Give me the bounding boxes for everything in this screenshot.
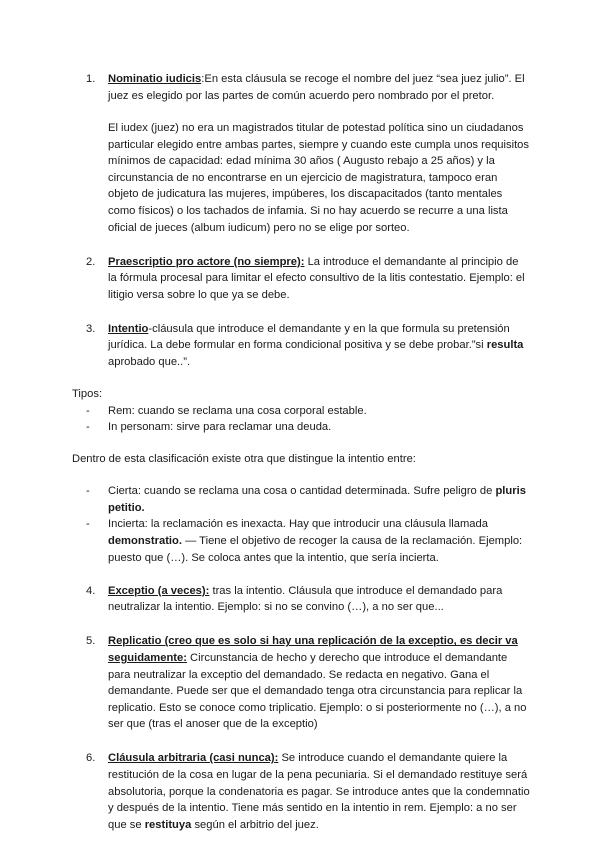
- list-item-line: [108, 600, 444, 614]
- list-number: 6.: [86, 752, 96, 765]
- text-run: demonstratio.: [108, 534, 182, 547]
- text-run: restitución de la cosa en lugar de la pena pecuniaria. Si el demandado restituye será: [108, 769, 528, 782]
- text-run: -cláusula que introduce el demandante y en la que formula su pretensión: [148, 322, 510, 335]
- list-item-line: [108, 355, 190, 369]
- list-number: 3.: [86, 322, 96, 335]
- text-run: Incierta: la reclamación es inexacta. Hay que introducir una cláusula llamada: [108, 518, 488, 531]
- bullet-text-line: [108, 551, 439, 565]
- list-item-line: [108, 651, 507, 665]
- dash-bullet: -: [86, 404, 90, 417]
- text-run: según el arbitrio del juez.: [191, 818, 319, 831]
- list-item-line: [108, 717, 318, 731]
- paragraph-line: circunstancia de no encontrarse en un ejercicio de magistratura, tampoco eran: [108, 171, 498, 184]
- paragraph-line: como físicos) o los tachados de infamia. Si no hay acuerdo se recurre a una lista: [108, 204, 508, 217]
- list-number: 1.: [86, 73, 96, 85]
- text-run: y después de la intentio. Tiene más sentido en la intentio in rem. Ejemplo: a no ser: [108, 802, 517, 815]
- list-item-line: [108, 768, 527, 782]
- text-run: petitio.: [108, 501, 145, 514]
- text-run: jurídica. La debe formular en forma condicional positiva y se debe probar.”si: [108, 339, 487, 352]
- list-item-line: [108, 684, 522, 698]
- text-run: neutralizar la intentio. Ejemplo: si no se convino (…), a no ser que...: [108, 601, 444, 614]
- bullet-text: Rem: cuando se reclama una cosa corporal estable.: [108, 404, 367, 417]
- text-run: absolutoria, porque la condenatoria es pagar. Se introduce antes que la condemnatio: [108, 785, 530, 798]
- text-run: La introduce el demandante al principio de: [304, 255, 519, 268]
- list-number: 2.: [86, 255, 96, 268]
- dash-bullet: -: [86, 421, 90, 434]
- list-item-line: [108, 255, 518, 269]
- text-run: replicatio. Esto se conoce como triplicatio. Ejemplo: o si posteriormente no (…), a no: [108, 701, 527, 714]
- list-item-line: [108, 801, 517, 815]
- list-number: 4.: [86, 584, 96, 597]
- text-run: para neutralizar la exceptio del demandado. Se redacta en negativo. Gana el: [108, 668, 490, 681]
- bullet-text-line: [108, 534, 522, 548]
- dash-bullet: -: [86, 518, 90, 531]
- text-run: Se introduce cuando el demandante quiere la: [278, 752, 508, 765]
- list-item-line: [108, 322, 510, 336]
- text-run: aprobado que..”.: [108, 356, 191, 369]
- list-item-line: [108, 89, 494, 103]
- text-run: seguidamente:: [108, 652, 187, 664]
- text-run: pluris: [495, 485, 526, 498]
- text-run: tras la intentio. Cláusula que introduce el demandado para: [209, 584, 503, 597]
- list-item-line: [108, 818, 319, 832]
- list-item-line: [108, 338, 523, 352]
- text-run: Intentio: [108, 322, 149, 335]
- list-item-line: [108, 668, 489, 682]
- text-run: — Tiene el objetivo de recoger la causa de la reclamación. Ejemplo:: [181, 534, 523, 547]
- text-run: litigio versa sobre lo que ya se debe.: [108, 288, 290, 301]
- bullet-text-line: [108, 517, 488, 531]
- list-item-line: [108, 634, 518, 648]
- dash-bullet: -: [86, 485, 90, 498]
- bullet-text: In personam: sirve para reclamar una deuda.: [108, 421, 332, 434]
- text-run: puesto que (…). Se coloca antes que la intentio, que sería incierta.: [108, 551, 439, 564]
- list-number: 5.: [86, 635, 96, 648]
- list-item-line: [108, 701, 526, 715]
- list-item-line: [108, 751, 507, 765]
- paragraph-line: particular elegido entre ambas partes, siempre y cuando este cumpla unos requisitos: [108, 138, 530, 151]
- paragraph-line: objeto de judicatura las mujeres, impúberes, los discapacitados (tanto mentales: [108, 188, 503, 201]
- list-item-line: [108, 584, 502, 598]
- bullet-text-line: [108, 484, 526, 498]
- text-run: demandante. Puede ser que el demandado tenga otra circunstancia para replicar la: [108, 685, 523, 698]
- text-run: Circunstancia de hecho y derecho que introduce el demandante: [186, 652, 508, 664]
- list-item-line: [108, 72, 525, 86]
- text-run: restituya: [144, 818, 192, 831]
- list-item-line: [108, 288, 290, 302]
- paragraph-line: oficial de jueces (album iudicum) pero no se elige por sorteo.: [108, 221, 410, 234]
- text-run: :En esta cláusula se recoge el nombre del juez “sea juez julio”. El: [201, 73, 525, 85]
- text-run: la fórmula procesal para limitar el efecto consultivo de la litis contestatio. Ejemplo: el: [108, 272, 525, 285]
- paragraph-line: Dentro de esta clasificación existe otra que distingue la intentio entre:: [72, 452, 416, 465]
- text-run: juez es elegido por las partes de común acuerdo pero nombrado por el pretor.: [108, 89, 495, 102]
- list-item-line: [108, 271, 525, 285]
- text-run: Nominatio iudicis: [108, 73, 202, 85]
- text-run: ser que (tras el anoser que de la exceptio): [108, 718, 318, 731]
- text-run: Replicatio (creo que es solo si hay una replicación de la exceptio, es decir va: [108, 635, 518, 648]
- paragraph-line: El iudex (juez) no era un magistrados titular de potestad política sino un ciudadanos: [108, 121, 524, 134]
- text-run: Cierta: cuando se reclama una cosa o cantidad determinada. Sufre peligro de: [108, 485, 496, 498]
- bullet-text-line: [108, 501, 145, 515]
- section-label: Tipos:: [72, 388, 103, 401]
- list-item-line: [108, 785, 530, 799]
- paragraph-line: mínimos de capacidad: edad mínima 30 años ( Augusto rebajo a 25 años) y la: [108, 155, 495, 168]
- text-run: resulta: [486, 339, 524, 352]
- text-run: Cláusula arbitraria (casi nunca):: [108, 752, 279, 765]
- text-run: que se: [108, 818, 145, 831]
- text-run: Exceptio (a veces):: [108, 584, 210, 597]
- text-run: Praescriptio pro actore (no siempre):: [108, 255, 305, 268]
